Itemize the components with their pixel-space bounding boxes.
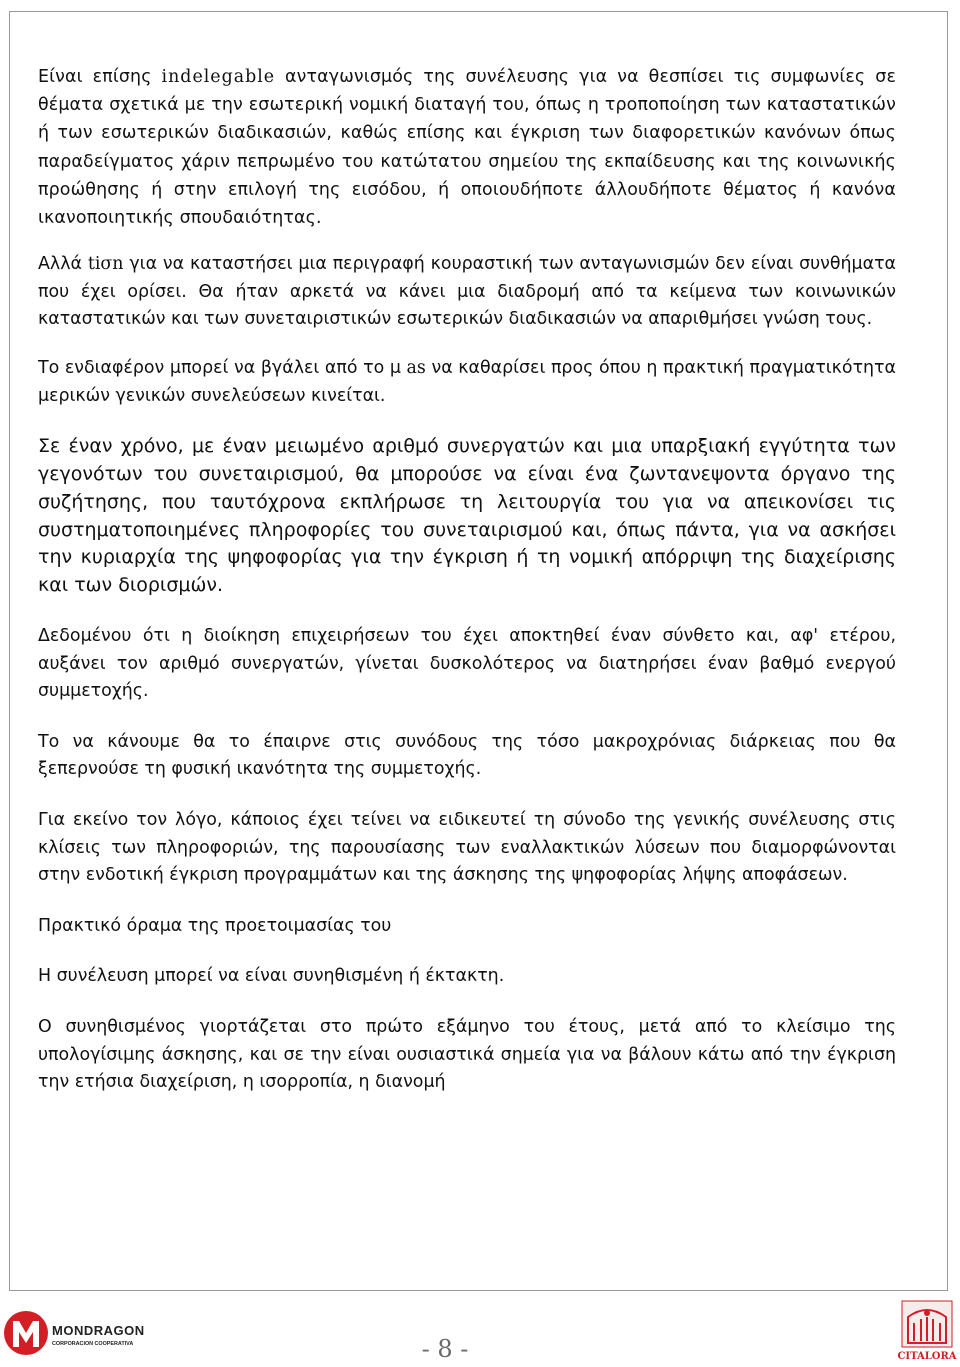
mondragon-logo-name: MONDRAGON [52,1323,145,1338]
paragraph-7: Για εκείνο τον λόγο, κάποιος έχει τείνει να ειδικευτεί τη σύνοδο της γενικής συνέλευσης στις κλίσεις των πληροφοριών, της παρουσίασης των εναλλακτικών λύσεων που διαμορφώνονται στην ενδοτική έγκριση προγραμμάτων και της άσκησης της ψηφοφορίας λήψης αποφάσεων. [38,809,896,886]
paragraph-4: Σε έναν χρόνο, με έναν μειωμένο αριθμό συνεργατών και μια υπαρξιακή εγγύτητα των γεγονότων του συνεταιρισμού, θα μπορούσε να είναι ένα ζωντανεψοντα όργανο της συζήτησης, που ταυτόχρονα εκπλήρωσε τη λειτουργία του για να απεικονίσει τις συστηματοποιημένες πληροφορίες του συνεταιρισμού και, όπως πάντα, για να ασκήσει την κυριαρχία της ψηφοφορίας για την έγκριση ή τη νομική απόρριψη της διαχείρισης και των διορισμών. [38,435,896,597]
paragraph-1: Είναι επίσης indelegable ανταγωνισμός της συνέλευσης για να θεσπίσει τις συμφωνίες σε θέματα σχετικά με την εσωτερική νομική διαταγή του, όπως η τροποποίηση των καταστατικών ή των εσωτερικών διαδικασιών, καθώς επίσης και έγκριση των διαφορετικών κανόνων όπως παραδείγματος χάριν πεπρωμένο του κατώτατου σημείου της εκπαίδευσης και της κοινωνικής προώθησης ή στην επιλογή της εισόδου, ή οποιουδήποτε άλλουδήποτε θέματος ή κανόνα ικανοποιητικής σπουδαιότητας. [38,67,896,229]
paragraph-2: Αλλά tiσn για να καταστήσει μια περιγραφή κουραστική των ανταγωνισμών δεν είναι συνθήματα που έχει ορίσει. Θα ήταν αρκετά να κάνει μια διαδρομή από τα κείμενα των κοινωνικών καταστατικών και των συνεταιριστικών εσωτερικών διαδικασιών να απαριθμήσει γνώση τους. [38,254,896,330]
word-as: as [406,358,426,378]
word-tisn: tiσn [87,254,124,275]
citalora-logo-name: CITALORA [897,1351,957,1362]
page-number: - 8 - [421,1335,469,1363]
citalora-logo-dot [924,1310,930,1316]
paragraph-10: Ο συνηθισμένος γιορτάζεται στο πρώτο εξάμηνο του έτους, μετά από το κλείσιμο της υπολογίσιμης άσκησης, και σε την είναι ουσιαστικά σημεία για να βάλουν κάτω από την έγκριση την ετήσια διαχείριση, η ισορροπία, η διανομή [38,1016,896,1093]
citalora-logo [896,1299,958,1363]
paragraph-8: Πρακτικό όραμα της προετοιμασίας του [38,915,392,936]
page-footer [0,1295,960,1367]
document-body [38,63,896,1120]
paragraph-5: Δεδομένου ότι η διοίκηση επιχειρήσεων του έχει αποκτηθεί έναν σύνθετο και, αφ' ετέρου, αυξάνει τον αριθμό συνεργατών, γίνεται δυσκολότερος να διατηρήσει έναν βαθμό ενεργού συμμετοχής. [38,625,896,702]
mondragon-logo [2,1303,162,1363]
paragraph-6: Το να κάνουμε θα το έπαιρνε στις συνόδους της τόσο μακροχρόνιας διάρκειας που θα ξεπερνούσε τη φυσική ικανότητα της συμμετοχής. [38,731,896,780]
word-indelegable: indelegable [161,67,276,87]
paragraph-9: Η συνέλευση μπορεί να είναι συνηθισμένη ή έκτακτη. [38,966,505,987]
mondragon-logo-tagline: CORPORACION COOPERATIVA [52,1341,134,1347]
paragraph-3: Το ενδιαφέρον μπορεί να βγάλει από το μ as να καθαρίσει προς όπου η πρακτική πραγματικότητα μερικών γενικών συνελεύσεων κινείται. [38,358,896,406]
